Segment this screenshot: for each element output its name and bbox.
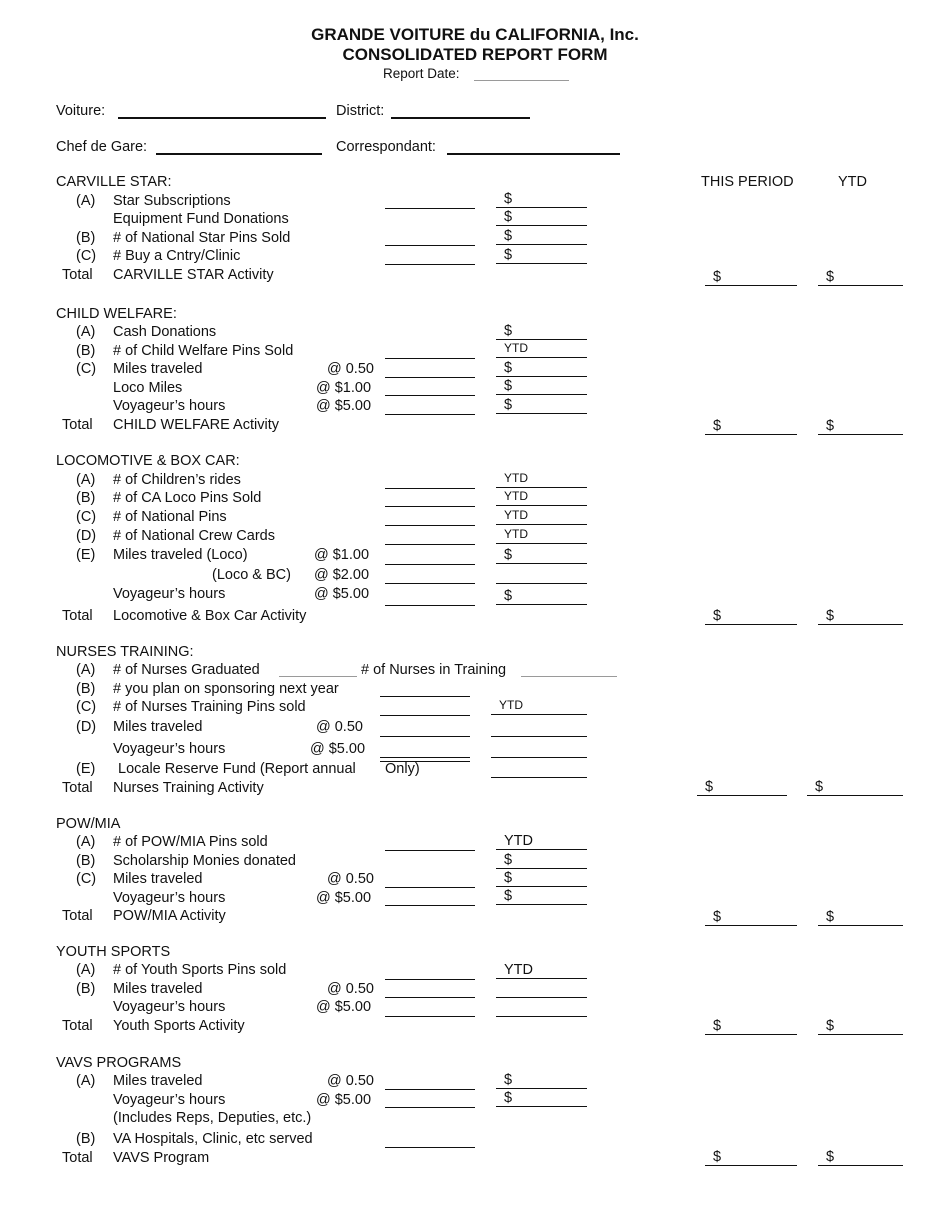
ytd-header: YTD bbox=[838, 174, 867, 190]
pow-a-letter: (A) bbox=[76, 834, 96, 850]
childrens-rides-label: # of Children’s rides bbox=[113, 472, 241, 488]
dollar-mark: $ bbox=[504, 191, 513, 207]
loco-e-letter: (E) bbox=[76, 547, 96, 563]
nurses-in-training-label: # of Nurses in Training bbox=[361, 662, 507, 678]
loco-this-period-field[interactable] bbox=[705, 609, 797, 625]
loco-bc-rate: @ $2.00 bbox=[314, 567, 370, 583]
chef-de-gare-label: Chef de Gare: bbox=[56, 139, 148, 155]
youth-a-letter: (A) bbox=[76, 962, 96, 978]
national-pins-count-field[interactable] bbox=[385, 525, 475, 526]
report-date-field[interactable] bbox=[474, 80, 569, 81]
equipment-fund-amount-field[interactable] bbox=[496, 210, 587, 226]
national-pins-label: # of National Pins bbox=[113, 509, 227, 525]
dollar-mark: $ bbox=[826, 1018, 835, 1034]
loco-c-letter: (C) bbox=[76, 509, 97, 525]
sponsoring-next-year-label: # you plan on sponsoring next year bbox=[113, 681, 339, 697]
loco-a-letter: (A) bbox=[76, 472, 96, 488]
child-ytd-field[interactable] bbox=[818, 419, 903, 435]
dollar-mark: $ bbox=[504, 888, 513, 904]
youth-ytd-field[interactable] bbox=[818, 1019, 903, 1035]
childrens-rides-ytd-field[interactable] bbox=[496, 472, 587, 488]
dollar-mark: $ bbox=[504, 397, 513, 413]
nurses-voyageur-hours-amount-field[interactable] bbox=[491, 757, 587, 758]
nurses-pins-label: # of Nurses Training Pins sold bbox=[113, 699, 306, 715]
youth-total-label: Total bbox=[62, 1018, 93, 1034]
dollar-mark: $ bbox=[504, 247, 513, 263]
child-this-period-field[interactable] bbox=[705, 419, 797, 435]
loco-total-label: Total bbox=[62, 608, 93, 624]
dollar-mark: $ bbox=[504, 1090, 513, 1106]
dollar-mark: $ bbox=[705, 779, 714, 795]
youth-sports-heading: YOUTH SPORTS bbox=[56, 944, 171, 960]
district-field[interactable] bbox=[391, 117, 530, 119]
ytd-mark: YTD bbox=[504, 527, 528, 541]
pow-mia-pins-ytd-field[interactable] bbox=[496, 834, 587, 850]
national-pins-ytd-field[interactable] bbox=[496, 509, 587, 525]
correspondant-label: Correspondant: bbox=[336, 139, 436, 155]
nurses-miles-rate: @ 0.50 bbox=[316, 719, 363, 735]
child-miles-amount-field[interactable] bbox=[496, 361, 587, 377]
carville-this-period-field[interactable] bbox=[705, 270, 797, 286]
child-voyageur-hours-rate: @ $5.00 bbox=[316, 398, 372, 414]
childrens-rides-count-field[interactable] bbox=[385, 488, 475, 489]
pow-b-letter: (B) bbox=[76, 853, 96, 869]
form-title: GRANDE VOITURE du CALIFORNIA, Inc. bbox=[311, 25, 639, 44]
pow-this-period-field[interactable] bbox=[705, 910, 797, 926]
dollar-mark: $ bbox=[826, 608, 835, 624]
youth-sports-pins-label: # of Youth Sports Pins sold bbox=[113, 962, 287, 978]
vavs-total-label: Total bbox=[62, 1150, 93, 1166]
child-total-text: CHILD WELFARE Activity bbox=[113, 417, 279, 433]
nurses-this-period-field[interactable] bbox=[697, 780, 787, 796]
loco-total-text: Locomotive & Box Car Activity bbox=[113, 608, 307, 624]
loco-bc-label: (Loco & BC) bbox=[212, 567, 291, 583]
national-crew-cards-count-field[interactable] bbox=[385, 544, 475, 545]
youth-miles-rate: @ 0.50 bbox=[327, 981, 374, 997]
loco-bc-count-field[interactable] bbox=[385, 583, 475, 584]
dollar-mark: $ bbox=[504, 852, 513, 868]
carville-total-label: Total bbox=[62, 267, 93, 283]
vavs-voyageur-hours-rate: @ $5.00 bbox=[316, 1092, 372, 1108]
child-welfare-heading: CHILD WELFARE: bbox=[56, 306, 177, 322]
dollar-mark: $ bbox=[504, 1072, 513, 1088]
nurses-heading: NURSES TRAINING: bbox=[56, 644, 194, 660]
dollar-mark: $ bbox=[713, 1149, 722, 1165]
scholarship-monies-label: Scholarship Monies donated bbox=[113, 853, 296, 869]
vavs-miles-label: Miles traveled bbox=[113, 1073, 203, 1089]
va-hospitals-label: VA Hospitals, Clinic, etc served bbox=[113, 1131, 313, 1147]
youth-b-letter: (B) bbox=[76, 981, 96, 997]
loco-miles-traveled-rate: @ $1.00 bbox=[314, 547, 370, 563]
nurses-e-letter: (E) bbox=[76, 761, 96, 777]
reserve-fund-label: Locale Reserve Fund (Report annual bbox=[118, 761, 356, 777]
dollar-mark: $ bbox=[504, 378, 513, 394]
reserve-fund-only-label: Only) bbox=[385, 761, 420, 777]
nurses-miles-amount-field[interactable] bbox=[491, 736, 587, 737]
national-star-pins-label: # of National Star Pins Sold bbox=[113, 230, 291, 246]
child-total-label: Total bbox=[62, 417, 93, 433]
ytd-mark: YTD bbox=[504, 962, 533, 978]
dollar-mark: $ bbox=[504, 360, 513, 376]
dollar-mark: $ bbox=[504, 228, 513, 244]
child-welfare-pins-label: # of Child Welfare Pins Sold bbox=[113, 343, 294, 359]
pow-total-text: POW/MIA Activity bbox=[113, 908, 226, 924]
ytd-mark: YTD bbox=[504, 508, 528, 522]
youth-voyageur-hours-count-field[interactable] bbox=[385, 1016, 475, 1017]
national-crew-cards-label: # of National Crew Cards bbox=[113, 528, 275, 544]
nurses-c-letter: (C) bbox=[76, 699, 97, 715]
child-welfare-pins-ytd-field[interactable] bbox=[496, 342, 587, 358]
loco-ytd-field[interactable] bbox=[818, 609, 903, 625]
pow-voyageur-hours-amount-field[interactable] bbox=[496, 889, 587, 905]
youth-miles-count-field[interactable] bbox=[385, 997, 475, 998]
nurses-ytd-field[interactable] bbox=[807, 780, 903, 796]
vavs-voyageur-hours-amount-field[interactable] bbox=[496, 1091, 587, 1107]
child-voyageur-hours-label: Voyageur’s hours bbox=[113, 398, 226, 414]
voiture-field[interactable] bbox=[118, 117, 326, 119]
nurses-total-text: Nurses Training Activity bbox=[113, 780, 264, 796]
correspondant-field[interactable] bbox=[447, 153, 620, 155]
dollar-mark: $ bbox=[504, 209, 513, 225]
star-subscriptions-count-field[interactable] bbox=[385, 208, 475, 209]
nurses-d-letter: (D) bbox=[76, 719, 97, 735]
vavs-b-letter: (B) bbox=[76, 1131, 96, 1147]
pow-ytd-field[interactable] bbox=[818, 910, 903, 926]
loco-b-letter: (B) bbox=[76, 490, 96, 506]
ca-loco-pins-ytd-field[interactable] bbox=[496, 490, 587, 506]
reserve-fund-amount-field[interactable] bbox=[491, 777, 587, 778]
scholarship-monies-amount-field[interactable] bbox=[496, 853, 587, 869]
nurses-graduated-field[interactable] bbox=[279, 676, 357, 677]
loco-miles-rate: @ $1.00 bbox=[316, 380, 372, 396]
loco-voyageur-hours-rate: @ $5.00 bbox=[314, 586, 370, 602]
cash-donations-amount-field[interactable] bbox=[496, 324, 587, 340]
loco-voyageur-hours-amount-field[interactable] bbox=[496, 589, 587, 605]
nurses-a-letter: (A) bbox=[76, 662, 96, 678]
child-c-letter: (C) bbox=[76, 361, 97, 377]
star-subscriptions-label: Star Subscriptions bbox=[113, 193, 231, 209]
dollar-mark: $ bbox=[504, 323, 513, 339]
vavs-heading: VAVS PROGRAMS bbox=[56, 1055, 182, 1071]
form-subtitle: CONSOLIDATED REPORT FORM bbox=[342, 45, 608, 64]
nurses-in-training-field[interactable] bbox=[521, 676, 617, 677]
ca-loco-pins-count-field[interactable] bbox=[385, 506, 475, 507]
child-a-letter: (A) bbox=[76, 324, 96, 340]
carville-c-letter: (C) bbox=[76, 248, 97, 264]
ytd-mark: YTD bbox=[499, 698, 523, 712]
nurses-b-letter: (B) bbox=[76, 681, 96, 697]
sponsoring-next-year-field[interactable] bbox=[380, 696, 470, 697]
dollar-mark: $ bbox=[815, 779, 824, 795]
vavs-miles-rate: @ 0.50 bbox=[327, 1073, 374, 1089]
nurses-voyageur-hours-label: Voyageur’s hours bbox=[113, 741, 226, 757]
vavs-miles-count-field[interactable] bbox=[385, 1089, 475, 1090]
vavs-ytd-field[interactable] bbox=[818, 1150, 903, 1166]
dollar-mark: $ bbox=[826, 909, 835, 925]
loco-bc-amount-field[interactable] bbox=[496, 583, 587, 584]
ytd-mark: YTD bbox=[504, 833, 533, 849]
loco-miles-count-field[interactable] bbox=[385, 395, 475, 396]
vavs-a-letter: (A) bbox=[76, 1073, 96, 1089]
youth-sports-pins-ytd-field[interactable] bbox=[496, 963, 587, 979]
youth-miles-amount-field[interactable] bbox=[496, 997, 587, 998]
pow-mia-pins-count-field[interactable] bbox=[385, 850, 475, 851]
dollar-mark: $ bbox=[713, 269, 722, 285]
child-voyageur-hours-count-field[interactable] bbox=[385, 414, 475, 415]
this-period-header: THIS PERIOD bbox=[701, 174, 794, 190]
buy-cntry-clinic-label: # Buy a Cntry/Clinic bbox=[113, 248, 241, 264]
reserve-fund-count-field[interactable] bbox=[380, 761, 470, 762]
dollar-mark: $ bbox=[713, 1018, 722, 1034]
carville-ytd-field[interactable] bbox=[818, 270, 903, 286]
dollar-mark: $ bbox=[504, 588, 513, 604]
carville-b-letter: (B) bbox=[76, 230, 96, 246]
dollar-mark: $ bbox=[826, 418, 835, 434]
chef-de-gare-field[interactable] bbox=[156, 153, 322, 155]
report-date-label: Report Date: bbox=[383, 66, 460, 81]
vavs-this-period-field[interactable] bbox=[705, 1150, 797, 1166]
nurses-miles-count-field[interactable] bbox=[380, 736, 470, 737]
vavs-includes-note: (Includes Reps, Deputies, etc.) bbox=[113, 1110, 312, 1126]
dollar-mark: $ bbox=[713, 909, 722, 925]
va-hospitals-count-field[interactable] bbox=[385, 1147, 475, 1148]
nurses-miles-label: Miles traveled bbox=[113, 719, 203, 735]
equipment-fund-label: Equipment Fund Donations bbox=[113, 211, 289, 227]
child-welfare-pins-count-field[interactable] bbox=[385, 358, 475, 359]
dollar-mark: $ bbox=[713, 418, 722, 434]
pow-mia-pins-label: # of POW/MIA Pins sold bbox=[113, 834, 268, 850]
pow-voyageur-hours-label: Voyageur’s hours bbox=[113, 890, 226, 906]
youth-total-text: Youth Sports Activity bbox=[113, 1018, 245, 1034]
dollar-mark: $ bbox=[713, 608, 722, 624]
ca-loco-pins-label: # of CA Loco Pins Sold bbox=[113, 490, 262, 506]
nurses-voyageur-hours-count-field[interactable] bbox=[380, 757, 470, 758]
loco-miles-traveled-amount-field[interactable] bbox=[496, 548, 587, 564]
child-voyageur-hours-amount-field[interactable] bbox=[496, 398, 587, 414]
buy-cntry-clinic-amount-field[interactable] bbox=[496, 248, 587, 264]
youth-voyageur-hours-rate: @ $5.00 bbox=[316, 999, 372, 1015]
loco-miles-amount-field[interactable] bbox=[496, 379, 587, 395]
carville-a-letter: (A) bbox=[76, 193, 96, 209]
nurses-voyageur-hours-rate: @ $5.00 bbox=[310, 741, 366, 757]
pow-miles-amount-field[interactable] bbox=[496, 871, 587, 887]
youth-this-period-field[interactable] bbox=[705, 1019, 797, 1035]
nurses-graduated-label: # of Nurses Graduated bbox=[113, 662, 260, 678]
pow-total-label: Total bbox=[62, 908, 93, 924]
national-crew-cards-ytd-field[interactable] bbox=[496, 528, 587, 544]
loco-miles-traveled-label: Miles traveled (Loco) bbox=[113, 547, 248, 563]
loco-heading: LOCOMOTIVE & BOX CAR: bbox=[56, 453, 240, 469]
youth-voyageur-hours-label: Voyageur’s hours bbox=[113, 999, 226, 1015]
pow-miles-label: Miles traveled bbox=[113, 871, 203, 887]
carville-total-text: CARVILLE STAR Activity bbox=[113, 267, 274, 283]
child-miles-count-field[interactable] bbox=[385, 377, 475, 378]
vavs-voyageur-hours-count-field[interactable] bbox=[385, 1107, 475, 1108]
national-star-pins-count-field[interactable] bbox=[385, 245, 475, 246]
pow-miles-rate: @ 0.50 bbox=[327, 871, 374, 887]
carville-heading: CARVILLE STAR: bbox=[56, 174, 172, 190]
cash-donations-label: Cash Donations bbox=[113, 324, 217, 340]
pow-voyageur-hours-rate: @ $5.00 bbox=[316, 890, 372, 906]
vavs-total-text: VAVS Program bbox=[113, 1150, 210, 1166]
youth-voyageur-hours-amount-field[interactable] bbox=[496, 1016, 587, 1017]
loco-voyageur-hours-count-field[interactable] bbox=[385, 605, 475, 606]
buy-cntry-clinic-count-field[interactable] bbox=[385, 264, 475, 265]
pow-voyageur-hours-count-field[interactable] bbox=[385, 905, 475, 906]
nurses-pins-count-field[interactable] bbox=[380, 715, 470, 716]
voiture-label: Voiture: bbox=[56, 103, 106, 119]
youth-sports-pins-count-field[interactable] bbox=[385, 979, 475, 980]
dollar-mark: $ bbox=[504, 870, 513, 886]
child-miles-label: Miles traveled bbox=[113, 361, 203, 377]
nurses-total-label: Total bbox=[62, 780, 93, 796]
ytd-mark: YTD bbox=[504, 471, 528, 485]
loco-miles-traveled-count-field[interactable] bbox=[385, 564, 475, 565]
loco-voyageur-hours-label: Voyageur’s hours bbox=[113, 586, 226, 602]
ytd-mark: YTD bbox=[504, 489, 528, 503]
dollar-mark: $ bbox=[504, 547, 513, 563]
pow-miles-count-field[interactable] bbox=[385, 887, 475, 888]
pow-mia-heading: POW/MIA bbox=[56, 816, 121, 832]
youth-miles-label: Miles traveled bbox=[113, 981, 203, 997]
nurses-pins-ytd-field[interactable] bbox=[491, 699, 587, 715]
pow-c-letter: (C) bbox=[76, 871, 97, 887]
dollar-mark: $ bbox=[826, 1149, 835, 1165]
vavs-voyageur-hours-label: Voyageur’s hours bbox=[113, 1092, 226, 1108]
loco-d-letter: (D) bbox=[76, 528, 97, 544]
vavs-miles-amount-field[interactable] bbox=[496, 1073, 587, 1089]
child-miles-rate: @ 0.50 bbox=[327, 361, 374, 377]
district-label: District: bbox=[336, 103, 385, 119]
loco-miles-label: Loco Miles bbox=[113, 380, 183, 396]
national-star-pins-amount-field[interactable] bbox=[496, 229, 587, 245]
star-subscriptions-amount-field[interactable] bbox=[496, 192, 587, 208]
dollar-mark: $ bbox=[826, 269, 835, 285]
child-b-letter: (B) bbox=[76, 343, 96, 359]
ytd-mark: YTD bbox=[504, 341, 528, 355]
